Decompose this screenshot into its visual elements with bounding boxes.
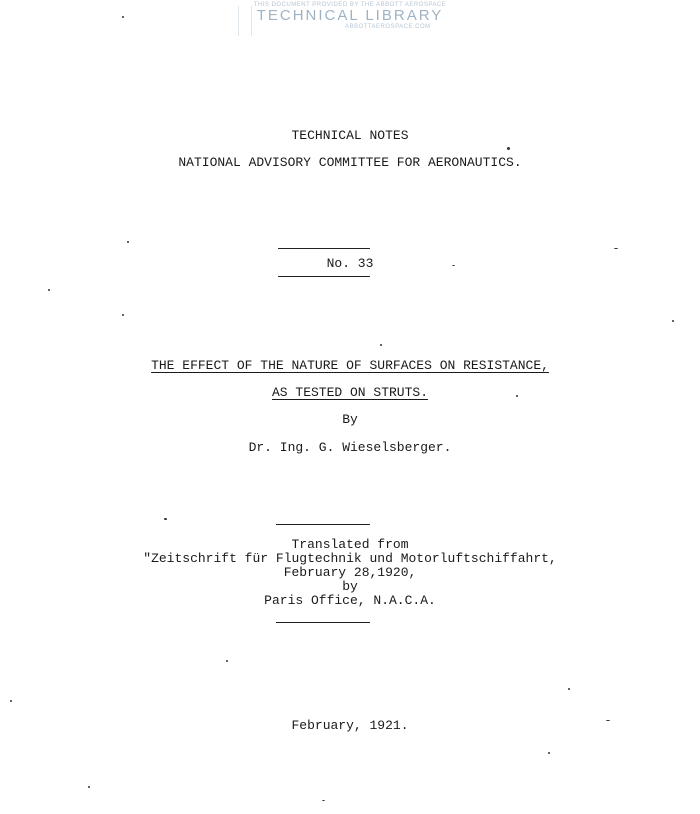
scan-speck — [127, 241, 129, 243]
scan-speck — [507, 147, 510, 150]
number-rule-bottom — [278, 276, 370, 277]
author: Dr. Ing. G. Wieselsberger. — [248, 440, 452, 455]
title-line-1 — [0, 358, 700, 373]
translation-line-2: "Zeitschrift für Flugtechnik und Motorluftschiffahrt, — [143, 551, 557, 566]
scan-speck — [606, 720, 610, 721]
translation-line-4: by — [342, 579, 358, 594]
header-line-2: NATIONAL ADVISORY COMMITTEE FOR AERONAUTICS. — [178, 155, 522, 170]
scan-speck — [380, 344, 382, 346]
watermark-top-text: THIS DOCUMENT PROVIDED BY THE ABBOTT AEROSPACE — [253, 2, 447, 8]
title-line-1-text: THE EFFECT OF THE NATURE OF SURFACES ON RESISTANCE, — [151, 358, 549, 373]
title-line-2-text: AS TESTED ON STRUTS. — [271, 385, 429, 400]
translation-line-1: Translated from — [291, 537, 409, 552]
translation-rule-bottom — [276, 622, 370, 623]
scan-speck — [614, 248, 618, 249]
scan-speck — [48, 289, 50, 291]
document-number: No. 33 — [326, 256, 374, 271]
scan-speck — [548, 752, 550, 754]
header-line-1: TECHNICAL NOTES — [291, 128, 409, 143]
scan-speck — [452, 265, 455, 266]
scan-speck — [226, 660, 228, 662]
scan-speck — [568, 688, 570, 690]
document-date: February, 1921. — [291, 718, 409, 733]
scan-speck — [122, 314, 124, 316]
watermark-url: ABBOTTAEROSPACE.COM — [345, 24, 431, 30]
watermark-title: TECHNICAL LIBRARY — [256, 7, 444, 24]
translation-line-5: Paris Office, N.A.C.A. — [264, 593, 436, 608]
translation-line-3: February 28,1920, — [283, 565, 417, 580]
number-rule-top — [278, 248, 370, 249]
title-line-2 — [0, 385, 700, 400]
scan-speck — [10, 700, 12, 702]
scan-speck — [88, 786, 90, 788]
byline-by: By — [342, 412, 358, 427]
scan-speck — [164, 518, 167, 520]
scan-speck — [322, 800, 325, 801]
translation-rule-top — [276, 524, 370, 525]
scan-speck — [672, 320, 674, 322]
scan-speck — [122, 16, 124, 18]
watermark — [0, 0, 700, 40]
scan-speck — [516, 395, 518, 397]
